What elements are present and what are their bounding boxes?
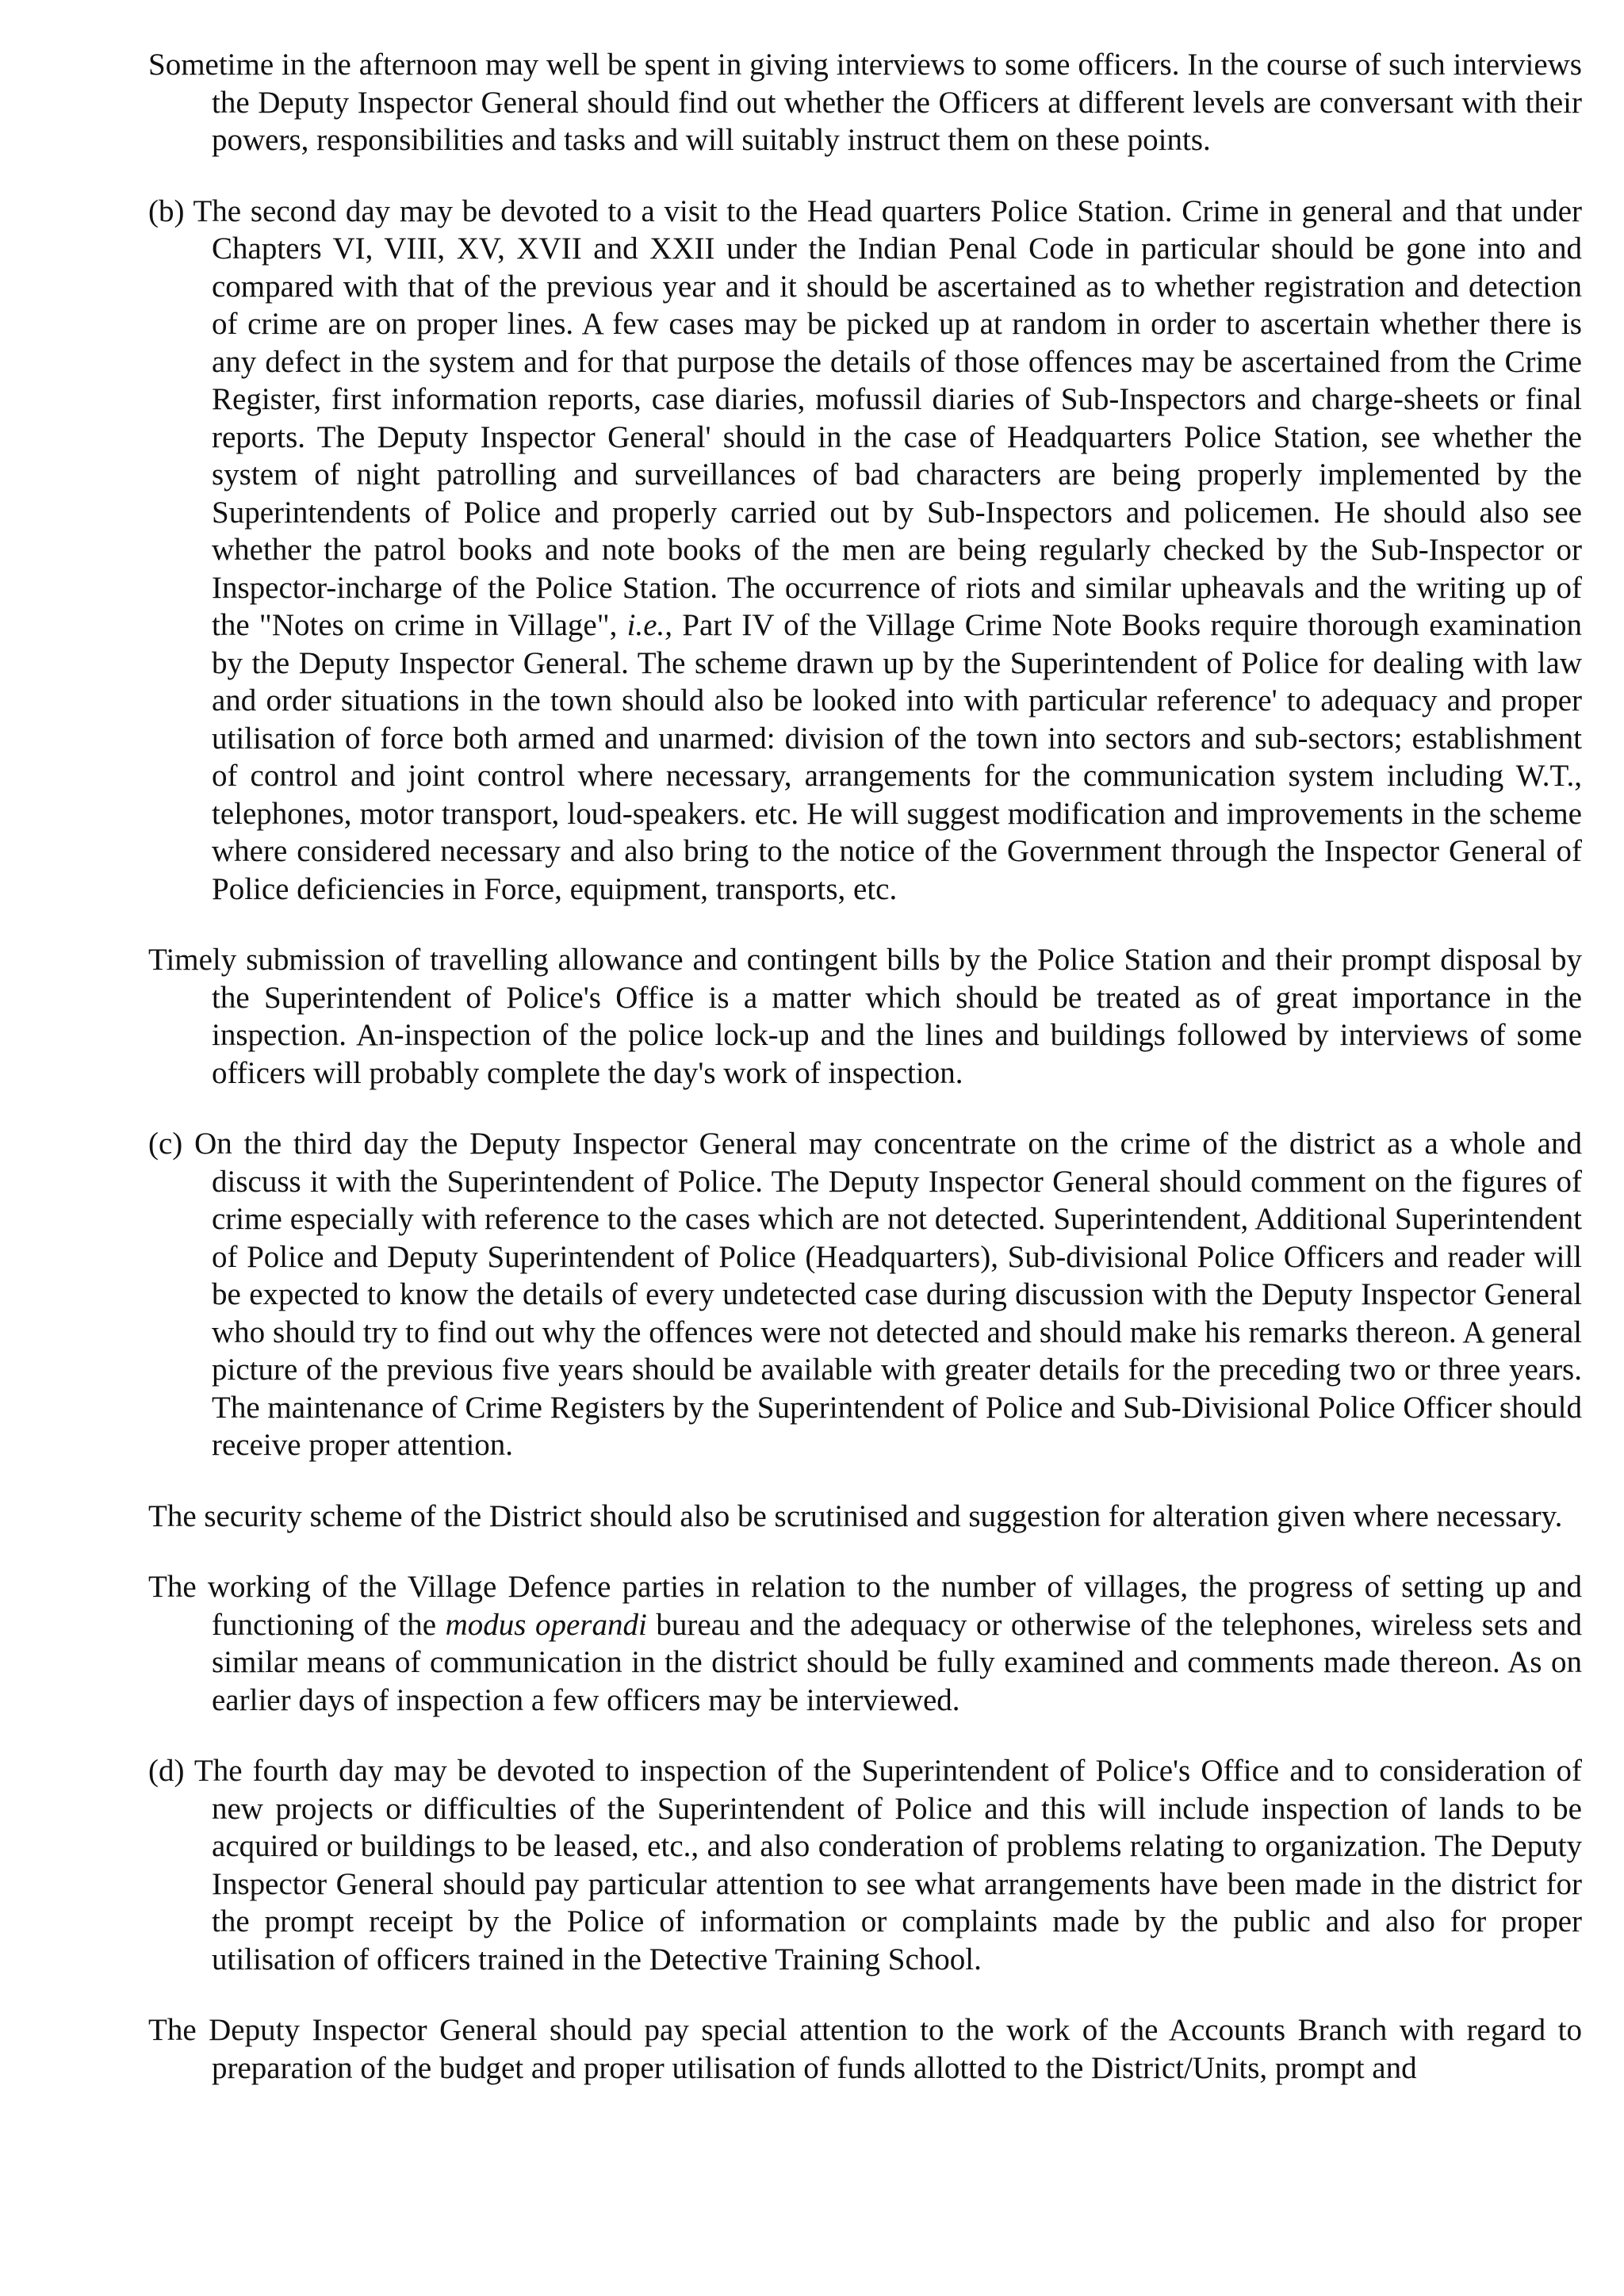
paragraph-c-third-day — [148, 1125, 1582, 1464]
paragraph-timely-submission — [148, 941, 1582, 1092]
paragraph-accounts-branch — [148, 2011, 1582, 2087]
italic-modus-operandi: modus operandi — [445, 1607, 647, 1642]
italic-ie: i.e., — [626, 608, 673, 642]
paragraph-text: The Deputy Inspector General should pay special attention to the work of the Accounts Branch with regard to preparation of the budget and proper utilisation of funds allotted to the District/Units, prompt and — [148, 2013, 1582, 2085]
paragraph-afternoon-interviews — [148, 46, 1582, 159]
paragraph-text: (c) On the third day the Deputy Inspector General may concentrate on the crime of the district as a whole and discuss it with the Superintendent of Police. The Deputy Inspector General should comment on the figures of crime especially with reference to the cases which are not detected. Superintendent, Additional Superintendent of Police and Deputy Superintendent of Police (Headquarters), Sub-divisional Police Officers and reader will be expected to know the details of every undetected case during discussion with the Deputy Inspector General who should try to find out why the offences were not detected and should make his remarks thereon. A general picture of the previous five years should be available with greater details for the preceding two or three years. The maintenance of Crime Registers by the Superintendent of Police and Sub-Divisional Police Officer should receive proper attention. — [148, 1127, 1582, 1462]
paragraph-text: The working of the Village Defence parties in relation to the number of villages, the progress of setting up and functioning of the — [148, 1570, 1582, 1642]
paragraph-village-defence — [148, 1568, 1582, 1719]
paragraph-text: Sometime in the afternoon may well be spent in giving interviews to some officers. In the course of such interviews the Deputy Inspector General should find out whether the Officers at different levels are conversant with their powers, responsibilities and tasks and will suitably instruct them on these points. — [148, 48, 1582, 157]
paragraph-security-scheme — [148, 1498, 1582, 1536]
paragraph-b-second-day — [148, 193, 1582, 909]
document-page — [148, 46, 1582, 2120]
paragraph-text: bureau and the adequacy or otherwise of the telephones, wireless sets and similar means of communication in the district should be fully examined and comments made thereon. As on earlier days of inspection a few officers may be interviewed. — [212, 1607, 1583, 1717]
paragraph-text: The security scheme of the District should also be scrutinised and suggestion for alteration given where necessary. — [148, 1498, 1563, 1533]
paragraph-text: Part IV of the Village Crime Note Books require thorough examination by the Deputy Inspector General. The scheme drawn up by the Superintendent of Police for dealing with law and order situations in the town should also be looked into with particular reference' to adequacy and proper utilisation of force both armed and unarmed: division of the town into sectors and sub-sectors; establishment of control and joint control where necessary, arrangements for the communication system including W.T., telephones, motor transport, loud-speakers. etc. He will suggest modification and improvements in the scheme where considered necessary and also bring to the notice of the Government through the Inspector General of Police deficiencies in Force, equipment, transports, etc. — [212, 608, 1582, 906]
paragraph-text: (d) The fourth day may be devoted to inspection of the Superintendent of Police's Office and to consideration of new projects or difficulties of the Superintendent of Police and this will include inspection of lands to be acquired or buildings to be leased, etc., and also conderation of problems relating to organization. The Deputy Inspector General should pay particular attention to see what arrangements have been made in the district for the prompt receipt by the Police of information or complaints made by the public and also for proper utilisation of officers trained in the Detective Training School. — [148, 1754, 1582, 1976]
paragraph-text: (b) The second day may be devoted to a visit to the Head quarters Police Station. Crime in general and that under Chapters VI, VIII, XV, XVII and XXII under the Indian Penal Code in particular should be gone into and compared with that of the previous year and it should be ascertained as to whether registration and detection of crime are on proper lines. A few cases may be picked up at random in order to ascertain whether there is any defect in the system and for that purpose the details of those offences may be ascertained from the Crime Register, first information reports, case diaries, mofussil diaries of Sub-Inspectors and charge-sheets or final reports. The Deputy Inspector General' should in the case of Headquarters Police Station, see whether the system of night patrolling and surveillances of bad characters are being properly implemented by the Superintendents of Police and properly carried out by Sub-Inspectors and policemen. He should also see whether the patrol books and note books of the men are being regularly checked by the Sub-Inspector or Inspector-incharge of the Police Station. The occurrence of riots and similar upheavals and the writing up of the "Notes on crime in Village", — [148, 193, 1582, 642]
paragraph-text: Timely submission of travelling allowance and contingent bills by the Police Station and their prompt disposal by the Superintendent of Police's Office is a matter which should be treated as of great importance in the inspection. An-inspection of the police lock-up and the lines and buildings followed by interviews of some officers will probably complete the day's work of inspection. — [148, 943, 1582, 1090]
paragraph-d-fourth-day — [148, 1752, 1582, 1978]
